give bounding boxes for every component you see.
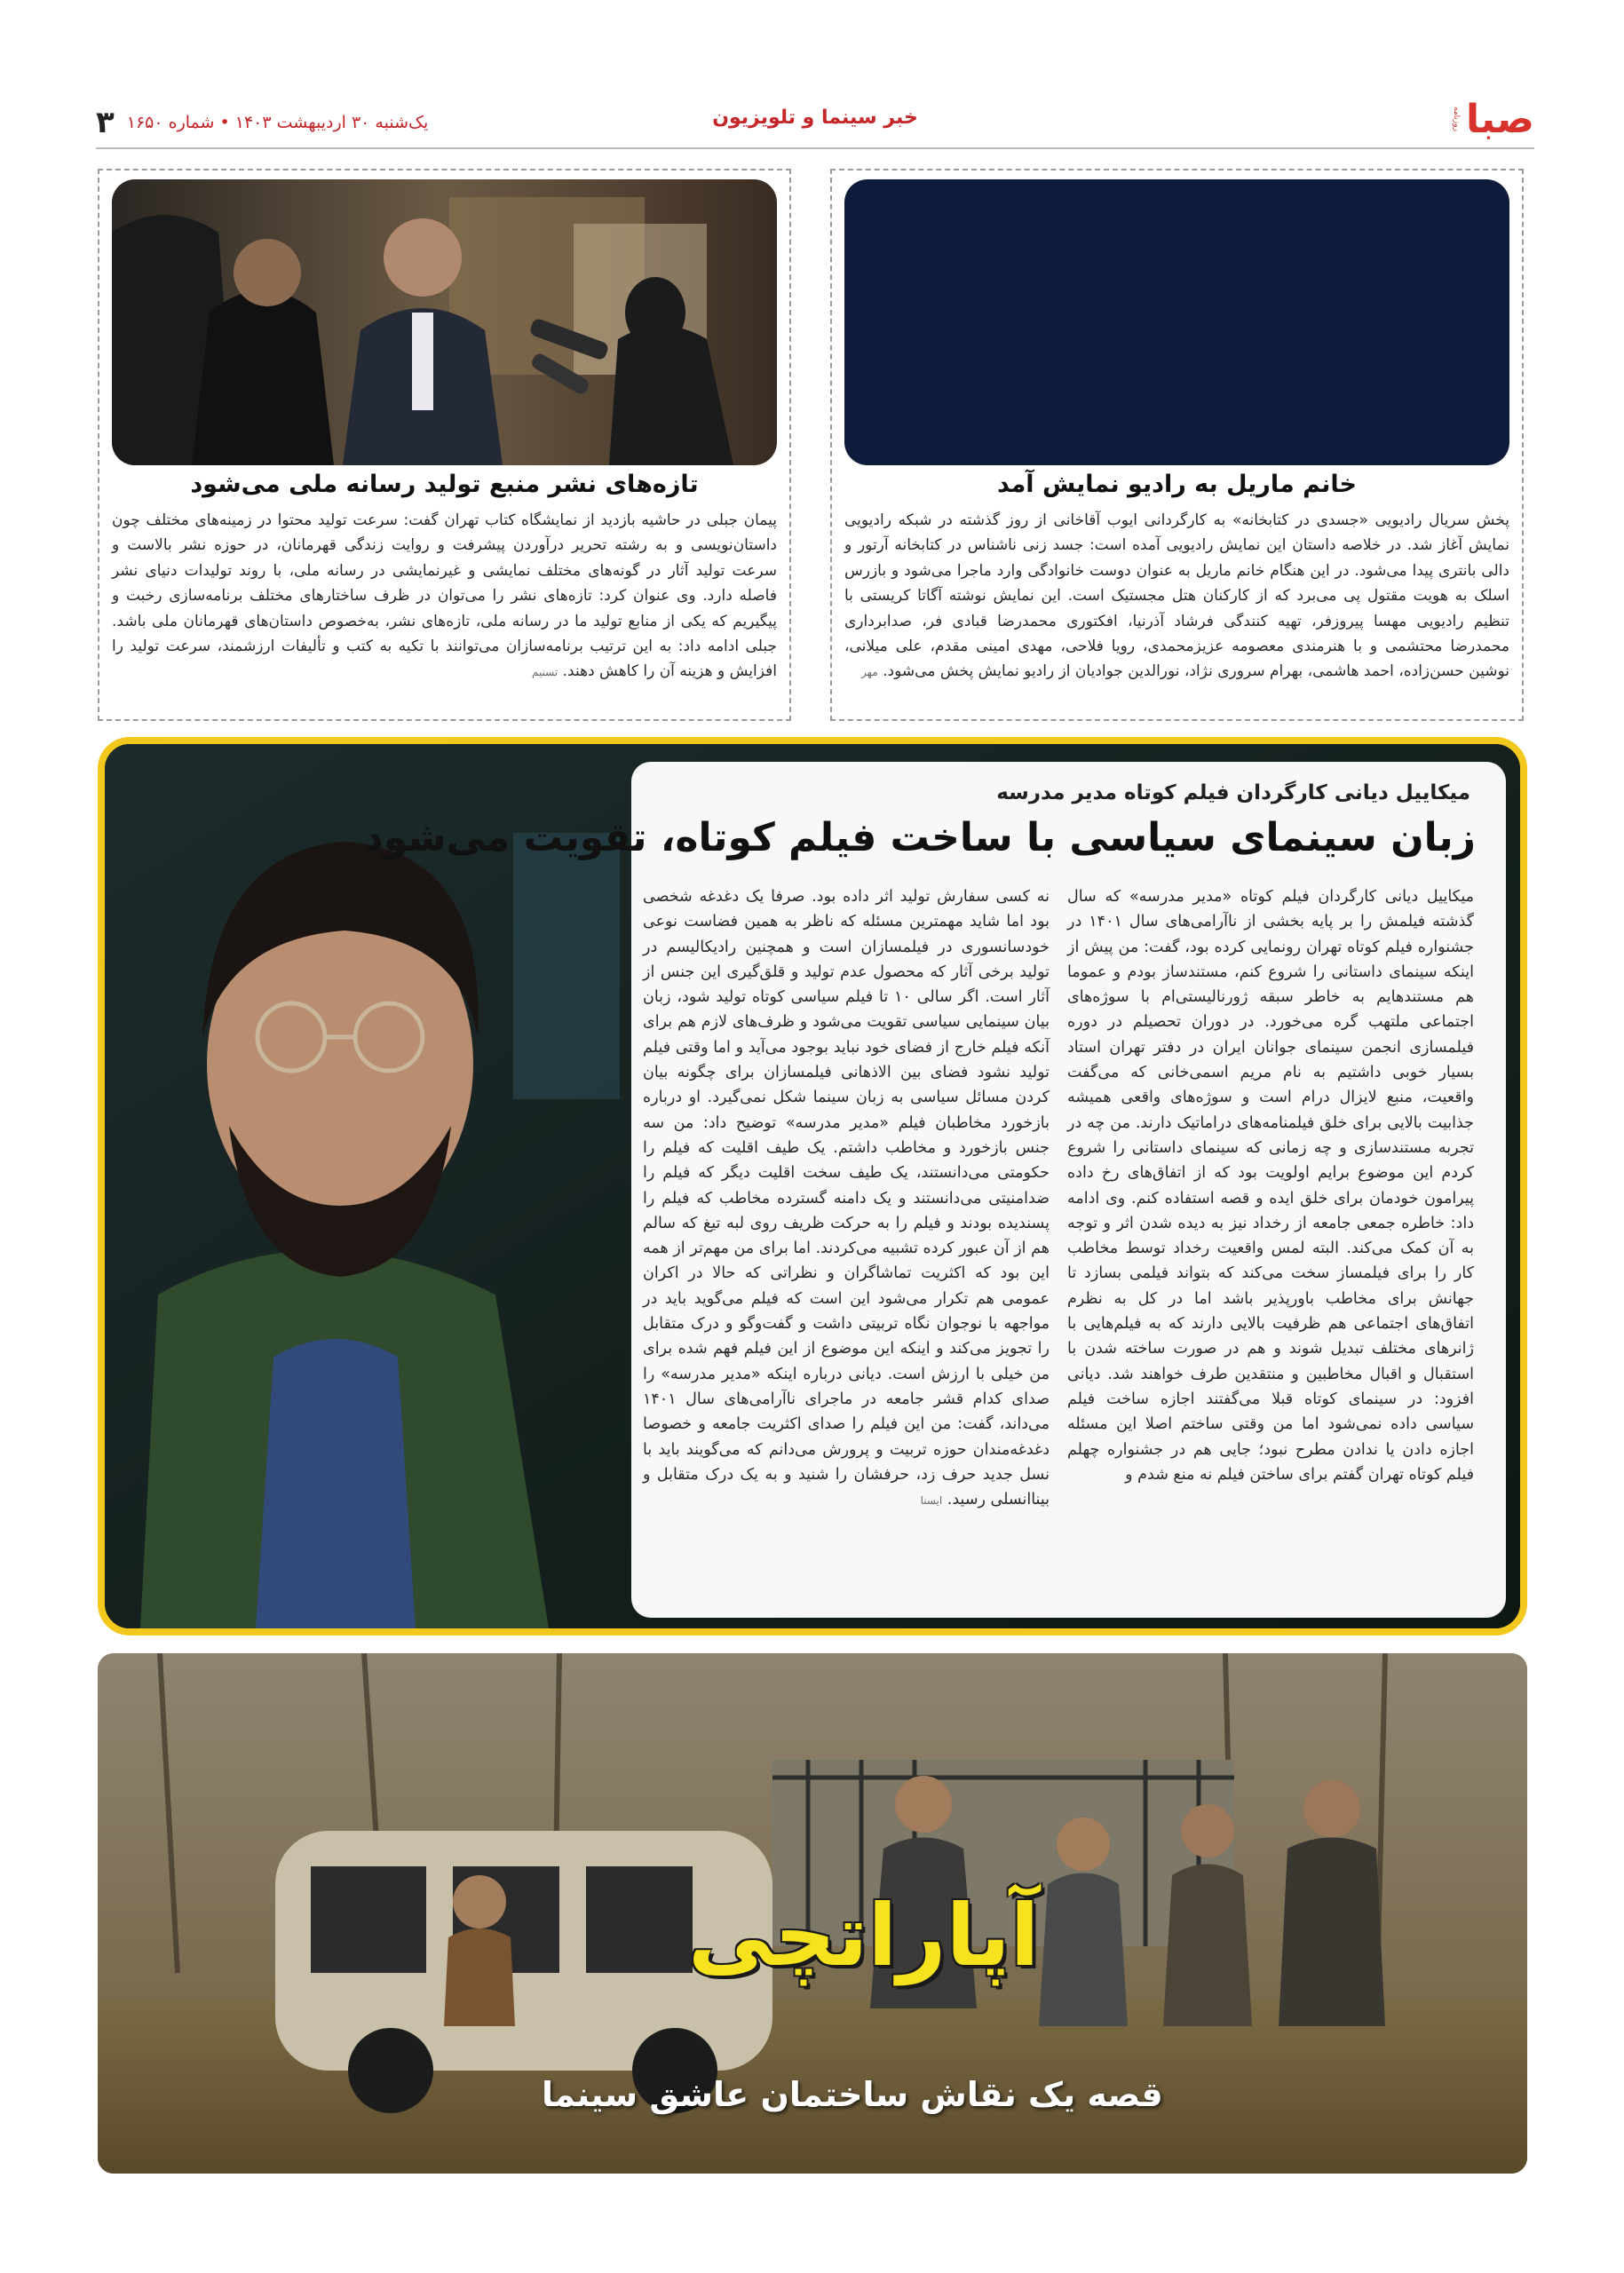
feature-headline: زبان سینمای سیاسی با ساخت فیلم کوتاه، تقویت می‌شود	[363, 815, 1476, 860]
story-publishing-title: تازه‌های نشر منبع تولید رسانه ملی می‌شود	[190, 471, 699, 498]
logo-subtitle: روزنامه	[1452, 107, 1461, 131]
feature-interview	[98, 737, 1527, 1635]
newspaper-logo[interactable]	[1452, 96, 1534, 142]
section-title: خبر سینما و تلویزیون	[712, 107, 918, 129]
feature-kicker: میکاییل دیانی کارگردان فیلم کوتاه مدیر مدرسه	[996, 781, 1470, 804]
feature-column-left-text: نه کسی سفارش تولید اثر داده بود. صرفا یک دغدغه شخصی بود اما شاید مهمترین مسئله که ناظر به همین فضاست نوعی خودسانسوری در فیلمسازان است و همچنین رادیکالیسم در تولید برخی آثار که محصول عدم تولید و قلق‌گیری این جنس از آثار است. اگر سالی ۱۰ تا فیلم سیاسی کوتاه تولید شود، زبان بیان سینمایی سیاسی تقویت می‌شود و ظرف‌های لازم هم برای آنکه فیلم خارج از فضای خود نباید بوجود می‌آید و اما وقتی فیلم تولید نشود فضای بین الاذهانی فیلمسازان برای چگونه بیان کردن مسائل سیاسی به زبان سینما شکل نمی‌گیرد. او درباره بازخورد مخاطبان فیلم «مدیر مدرسه» توضیح داد: من سه جنس بازخورد و مخاطب داشتم. یک طیف اقلیت که فیلم را حکومتی می‌دانستند، یک طیف سخت اقلیت دیگر که فیلم را ضدامنیتی می‌دانستند و یک دامنه گسترده مخاطب که فیلم را پسندیده بودند و فیلم را به حرکت ظریف روی لبه تیغ که سالم هم از آن عبور کرده تشبیه می‌کردند. اما برای من مهم‌تر از همه این بود که اکثریت تماشاگران و نظراتی که حالا در اکران عمومی هم تکرار می‌شود این است که فیلم می‌گوید باید در مواجهه با نوجوان نگاه تربیتی داشت و گفت‌وگو و درک متقابل را تجویز می‌کند و اینکه این موضوع از این فیلم فهم شده برای من خیلی با ارزش است. دیانی درباره اینکه «مدیر مدرسه» را صدای کدام قشر جامعه در ماجرای ناآرامی‌های سال ۱۴۰۱ می‌داند، گفت: من این فیلم را صدای اکثریت جامعه و خصوصا دغدغه‌مندان حوزه تربیت و پرورش می‌دانم که می‌گویند باید با نسل جدید حرف زد، حرفشان را شنید و به یک درک متقابل و بیناانسلی رسید.	[643, 888, 1050, 1509]
feature-column-left	[643, 884, 1050, 1513]
film-poster[interactable]	[98, 1653, 1527, 2174]
feature-column-right: میکاییل دیانی کارگردان فیلم کوتاه «مدیر مدرسه» که سال گذشته فیلمش را بر پایه بخشی از ناآرامی‌های سال ۱۴۰۱ در جشنواره فیلم کوتاه تهران رونمایی کرده بود، گفت: من پیش از اینکه سینمای داستانی را شروع کنم، مستندساز بودم و عموما هم مستندهایم به خاطر سبقه ژورنالیستی‌ام با سوژه‌های اجتماعی ملتهب گره می‌خورد. در دوران تحصیلم در دوره فیلمسازی انجمن سینمای جوانان ایران در دفتر تهران استاد بسیار خوبی داشتیم به نام مریم اسمی‌خانی که می‌گفت واقعیت، منبع لایزال درام است و سوژه‌های واقعی همیشه جذابیت بالایی برای خلق فیلمنامه‌های دراماتیک دارند. من چه در تجربه مستندسازی و چه زمانی که سینمای داستانی را شروع کردم این موضوع برایم اولویت بود که از اتفاق‌های رخ داده پیرامون خودمان برای خلق ایده و قصه استفاده کنم. وی ادامه داد: خاطره جمعی جامعه از رخداد نیز به دیده شدن اثر و توجه به آن کمک می‌کند. البته لمس واقعیت رخداد توسط مخاطب کار را برای فیلمساز سخت می‌کند که بتواند فیلمی بسازد تا جهانش برای مخاطب باورپذیر باشد اما در کل به نظرم اتفاق‌های اجتماعی هم ظرفیت بالایی دارند که به فیلم‌هایی با ژانرهای مختلف تبدیل شوند و هم در صورت ساخته شدن با استقبال و اقبال مخاطبین و منتقدین طرف خواهند شد. دیانی افزود: در سینمای کوتاه قبلا می‌گفتند اجازه ساخت فیلم سیاسی داده نمی‌شود اما من وقتی ساختم اصلا این مسئله اجازه دادن یا ندادن مطرح نبود؛ جایی هم در جشنواره چهلم فیلم کوتاه تهران گفتم برای ساختن فیلم نه منع شدم و	[1067, 888, 1474, 1484]
press-photo	[112, 179, 777, 465]
poster-tagline: قصه یک نقاش ساختمان عاشق سینما	[542, 2075, 1163, 2114]
story-publishing-body	[112, 508, 777, 685]
story-radio-title: خانم ماریل به رادیو نمایش آمد	[996, 471, 1358, 498]
page-header	[96, 96, 1534, 149]
logo-text: صبا	[1466, 96, 1534, 142]
story-radio-text: پخش سریال رادیویی «جسدی در کتابخانه» به کارگردانی ایوب آقاخانی از روز گذشته در شبکه رادیویی نمایش آغاز شد. در خلاصه داستان این نمایش رادیویی آمده است: جسد زنی ناشناس در کتابخانه آرتور و دالی بانتری پیدا می‌شود. در این هنگام خانم ماریل به عنوان دوست خانوادگی وارد ماجرا می‌شود و بازرس اسلک به هویت مقتول پی می‌برد که از کارکنان هتل مجستیک است. این نمایش نوشته آگاتا کریستی با تنظیم رادیویی مهسا پیروزفر، تهیه کنندگی فرشاد آذرنیا، افکتوری محمدرضا قبادی فر، صدابرداری محمدرضا محتشمی و با هنرمندی معصومه عزیزمحمدی، رویا فلاحی، مهدی امینی مقدم، علی میلانی، نوشین حسن‌زاده، احمد هاشمی، بهرام سروری نژاد، نورالدین جوادیان از رادیو نمایش پخش می‌شود.	[844, 511, 1509, 681]
story-publishing-text: پیمان جبلی در حاشیه بازدید از نمایشگاه کتاب تهران گفت: سرعت تولید محتوا در زمینه‌های مختلف چون داستان‌نویسی و به رشته تحریر درآوردن پیشرفت و روایت زندگی قهرمانان، در حوزه نشر بالاست و سرعت تولید آثار در گونه‌های مختلف نمایشی و غیرنمایشی در رسانه ملی، با روند تولیدات دنیای نشر فاصله دارد. وی عنوان کرد: تازه‌های نشر را می‌توان در ظرف ساختارهای مختلف برنامه‌سازی رخبت و پیگیریم که یکی از منابع تولید ما در رسانه ملی، تازه‌های نشر، به‌خصوص داستان‌های قهرمانان ملی باشد. جبلی ادامه داد: به این ترتیب برنامه‌سازان می‌توانند با تکیه به کتب و تألیفات ارزشمند، سرعت تولید را افزایش و هزینه آن را کاهش دهند.	[112, 511, 777, 681]
feature-source: ایسنا	[920, 1494, 943, 1508]
interview-text-card	[363, 762, 1506, 1618]
story-radio	[830, 169, 1524, 721]
story-radio-body	[844, 508, 1509, 685]
poster-title: آپاراتچی	[688, 1886, 1040, 1985]
interview-photo-illustration	[112, 179, 777, 465]
story-publishing-source: تسنیم	[531, 666, 558, 679]
issue-info	[96, 105, 428, 140]
story-publishing	[98, 169, 791, 721]
issue-date: یک‌شنبه ۳۰ اردیبهشت ۱۴۰۳ • شماره ۱۶۵۰	[126, 113, 429, 132]
page-number: ۳	[96, 105, 115, 140]
radio-logo-image	[844, 179, 1509, 465]
story-radio-source: مهر	[861, 666, 878, 679]
